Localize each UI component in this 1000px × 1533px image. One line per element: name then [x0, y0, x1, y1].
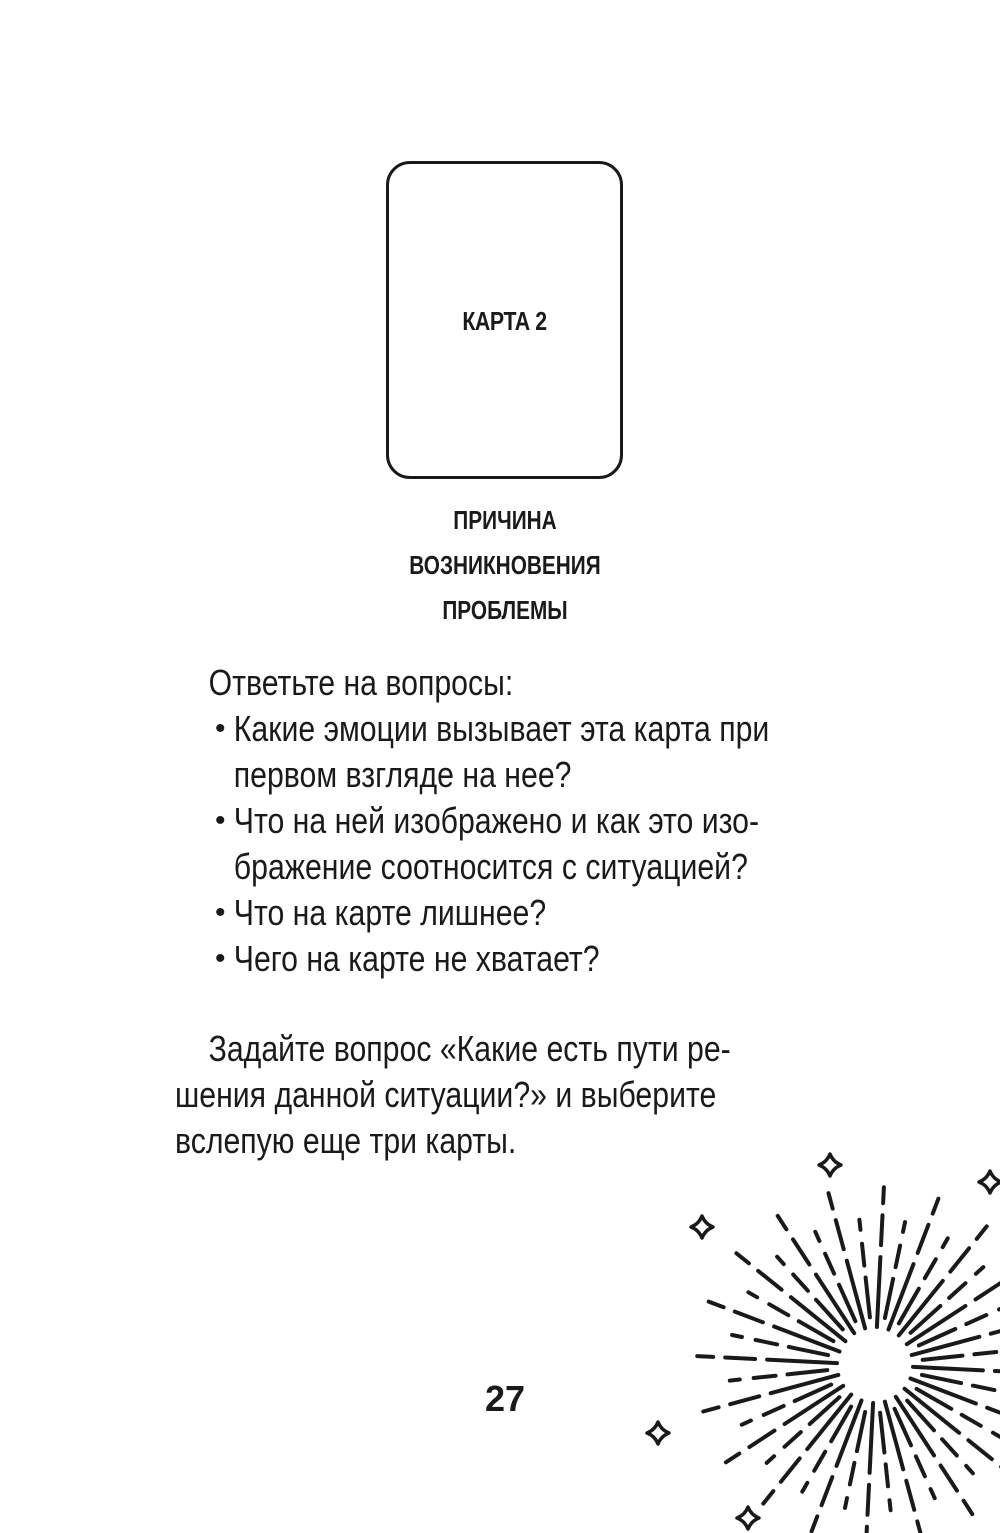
burst-ray	[758, 1271, 781, 1290]
burst-ray	[866, 1527, 867, 1533]
burst-ray	[896, 1246, 901, 1268]
burst-ray	[763, 1491, 773, 1504]
burst-ray	[941, 1466, 957, 1491]
caption-line: ПРИЧИНА	[453, 505, 557, 535]
burst-ray	[962, 1415, 981, 1426]
list-item-line: бражение соотносится с ситуацией?	[233, 846, 748, 887]
burst-ray	[933, 1199, 939, 1214]
burst-ray	[987, 1408, 1000, 1419]
burst-ray	[829, 1193, 833, 1208]
sparkle-icon	[691, 1216, 713, 1238]
paragraph-line: шения данной ситуации?» и выберите	[175, 1074, 717, 1115]
bullet-icon: •	[215, 942, 226, 975]
burst-ray	[735, 1312, 763, 1323]
burst-ray	[913, 1367, 983, 1371]
burst-ray	[922, 1375, 961, 1383]
burst-ray	[881, 1215, 883, 1245]
bullet-icon: •	[215, 712, 226, 745]
burst-ray	[916, 1456, 925, 1476]
burst-ray	[822, 1477, 833, 1505]
burst-ray	[793, 1275, 808, 1291]
burst-ray	[949, 1283, 965, 1298]
list-item-line: первом взгляде на нее?	[233, 754, 572, 795]
burst-ray	[788, 1370, 828, 1374]
prompt-text: Ответьте на вопросы:	[208, 662, 514, 703]
burst-ray	[697, 1356, 713, 1357]
sparkle-icon	[979, 1171, 1000, 1193]
burst-ray	[883, 1187, 884, 1203]
burst-ray	[991, 1326, 1000, 1334]
burst-ray	[995, 1371, 1000, 1373]
burst-ray	[730, 1380, 740, 1381]
burst-ray	[754, 1376, 776, 1378]
burst-ray	[789, 1347, 828, 1355]
paragraph-line: вслепую еще три карты.	[175, 1120, 517, 1161]
questions-list	[175, 706, 840, 982]
tarot-card-placeholder	[386, 161, 623, 479]
burst-ray	[868, 1485, 870, 1515]
burst-ray	[815, 1232, 819, 1241]
list-item	[175, 936, 840, 982]
starburst-illustration	[630, 1140, 1000, 1533]
burst-ray	[885, 1279, 893, 1318]
questions-prompt	[175, 660, 840, 706]
burst-ray	[890, 1500, 891, 1510]
burst-ray	[964, 1501, 973, 1514]
burst-ray	[845, 1498, 847, 1508]
burst-ray	[778, 1216, 787, 1229]
burst-ray	[767, 1360, 837, 1364]
burst-ray	[756, 1340, 778, 1345]
burst-ray	[742, 1421, 751, 1425]
burst-ray	[942, 1439, 957, 1455]
burst-ray	[880, 1413, 884, 1453]
burst-ray	[725, 1358, 755, 1360]
burst-ray	[732, 1335, 742, 1337]
burst-ray	[748, 1292, 757, 1297]
sparkle-icon	[647, 1422, 669, 1444]
burst-ray	[816, 1300, 843, 1330]
burst-ray	[814, 1452, 825, 1471]
burst-ray	[736, 1253, 749, 1263]
burst-ray	[726, 1454, 739, 1463]
burst-ray	[870, 1403, 874, 1473]
sparkle-icon	[819, 1154, 841, 1176]
burst-ray	[857, 1412, 865, 1451]
burst-ray	[974, 1352, 996, 1354]
burst-ray	[785, 1432, 801, 1447]
burst-ray	[907, 1401, 934, 1431]
card-caption	[300, 498, 710, 633]
burst-ray	[966, 1315, 986, 1324]
burst-ray	[973, 1386, 995, 1391]
caption-line: ПРОБЛЕМЫ	[442, 595, 568, 625]
list-item-line: Какие эмоции вызывает эта карта при	[233, 708, 770, 749]
burst-ray	[943, 1238, 948, 1247]
list-item	[175, 798, 840, 890]
burst-ray	[812, 1516, 818, 1531]
burst-ray	[976, 1283, 1000, 1299]
burst-ray	[977, 1226, 987, 1239]
paragraph-line: Задайте вопрос «Какие есть пути ре-	[208, 1028, 731, 1069]
burst-ray	[866, 1278, 870, 1318]
list-item	[175, 890, 840, 936]
burst-ray	[917, 1521, 921, 1533]
bullet-icon: •	[215, 896, 226, 929]
burst-ray	[877, 1257, 881, 1327]
burst-ray	[825, 1254, 834, 1274]
burst-ray	[810, 1397, 840, 1424]
list-item-line: Что на ней изображено и как это изо-	[233, 800, 760, 841]
burst-ray	[764, 1406, 784, 1415]
caption-line: ВОЗНИКНОВЕНИЯ	[409, 550, 601, 580]
burst-ray	[886, 1464, 888, 1486]
burst-ray	[925, 1259, 936, 1278]
burst-ray	[976, 1267, 983, 1274]
bullet-icon: •	[215, 804, 226, 837]
burst-ray	[862, 1244, 864, 1266]
burst-ray	[777, 1257, 784, 1264]
burst-ray	[906, 1481, 914, 1510]
burst-ray	[836, 1220, 844, 1249]
card-label: КАРТА 2	[462, 306, 547, 336]
burst-ray	[781, 1458, 800, 1481]
burst-ray	[918, 1225, 929, 1253]
burst-ray	[703, 1407, 718, 1411]
list-item-line: Чего на карте не хватает?	[233, 938, 600, 979]
burst-ray	[769, 1304, 788, 1315]
burst-ray	[859, 1220, 860, 1230]
burst-ray	[793, 1239, 809, 1264]
burst-ray	[923, 1356, 963, 1360]
burst-ray	[903, 1222, 905, 1232]
burst-ray	[850, 1463, 855, 1485]
list-item	[175, 706, 840, 798]
burst-ray	[966, 1466, 973, 1473]
burst-ray	[802, 1483, 807, 1492]
sparkle-icon	[737, 1507, 759, 1529]
burst-ray	[911, 1306, 941, 1333]
page-number: 27	[484, 1378, 526, 1419]
list-item-line: Что на карте лишнее?	[233, 892, 547, 933]
burst-ray	[709, 1302, 724, 1308]
burst-ray	[730, 1396, 759, 1404]
burst-ray	[950, 1248, 969, 1271]
burst-ray	[767, 1456, 774, 1463]
burst-ray	[749, 1431, 774, 1447]
burst-ray	[993, 1433, 1000, 1438]
burst-ray	[968, 1440, 991, 1459]
burst-ray	[931, 1489, 935, 1498]
